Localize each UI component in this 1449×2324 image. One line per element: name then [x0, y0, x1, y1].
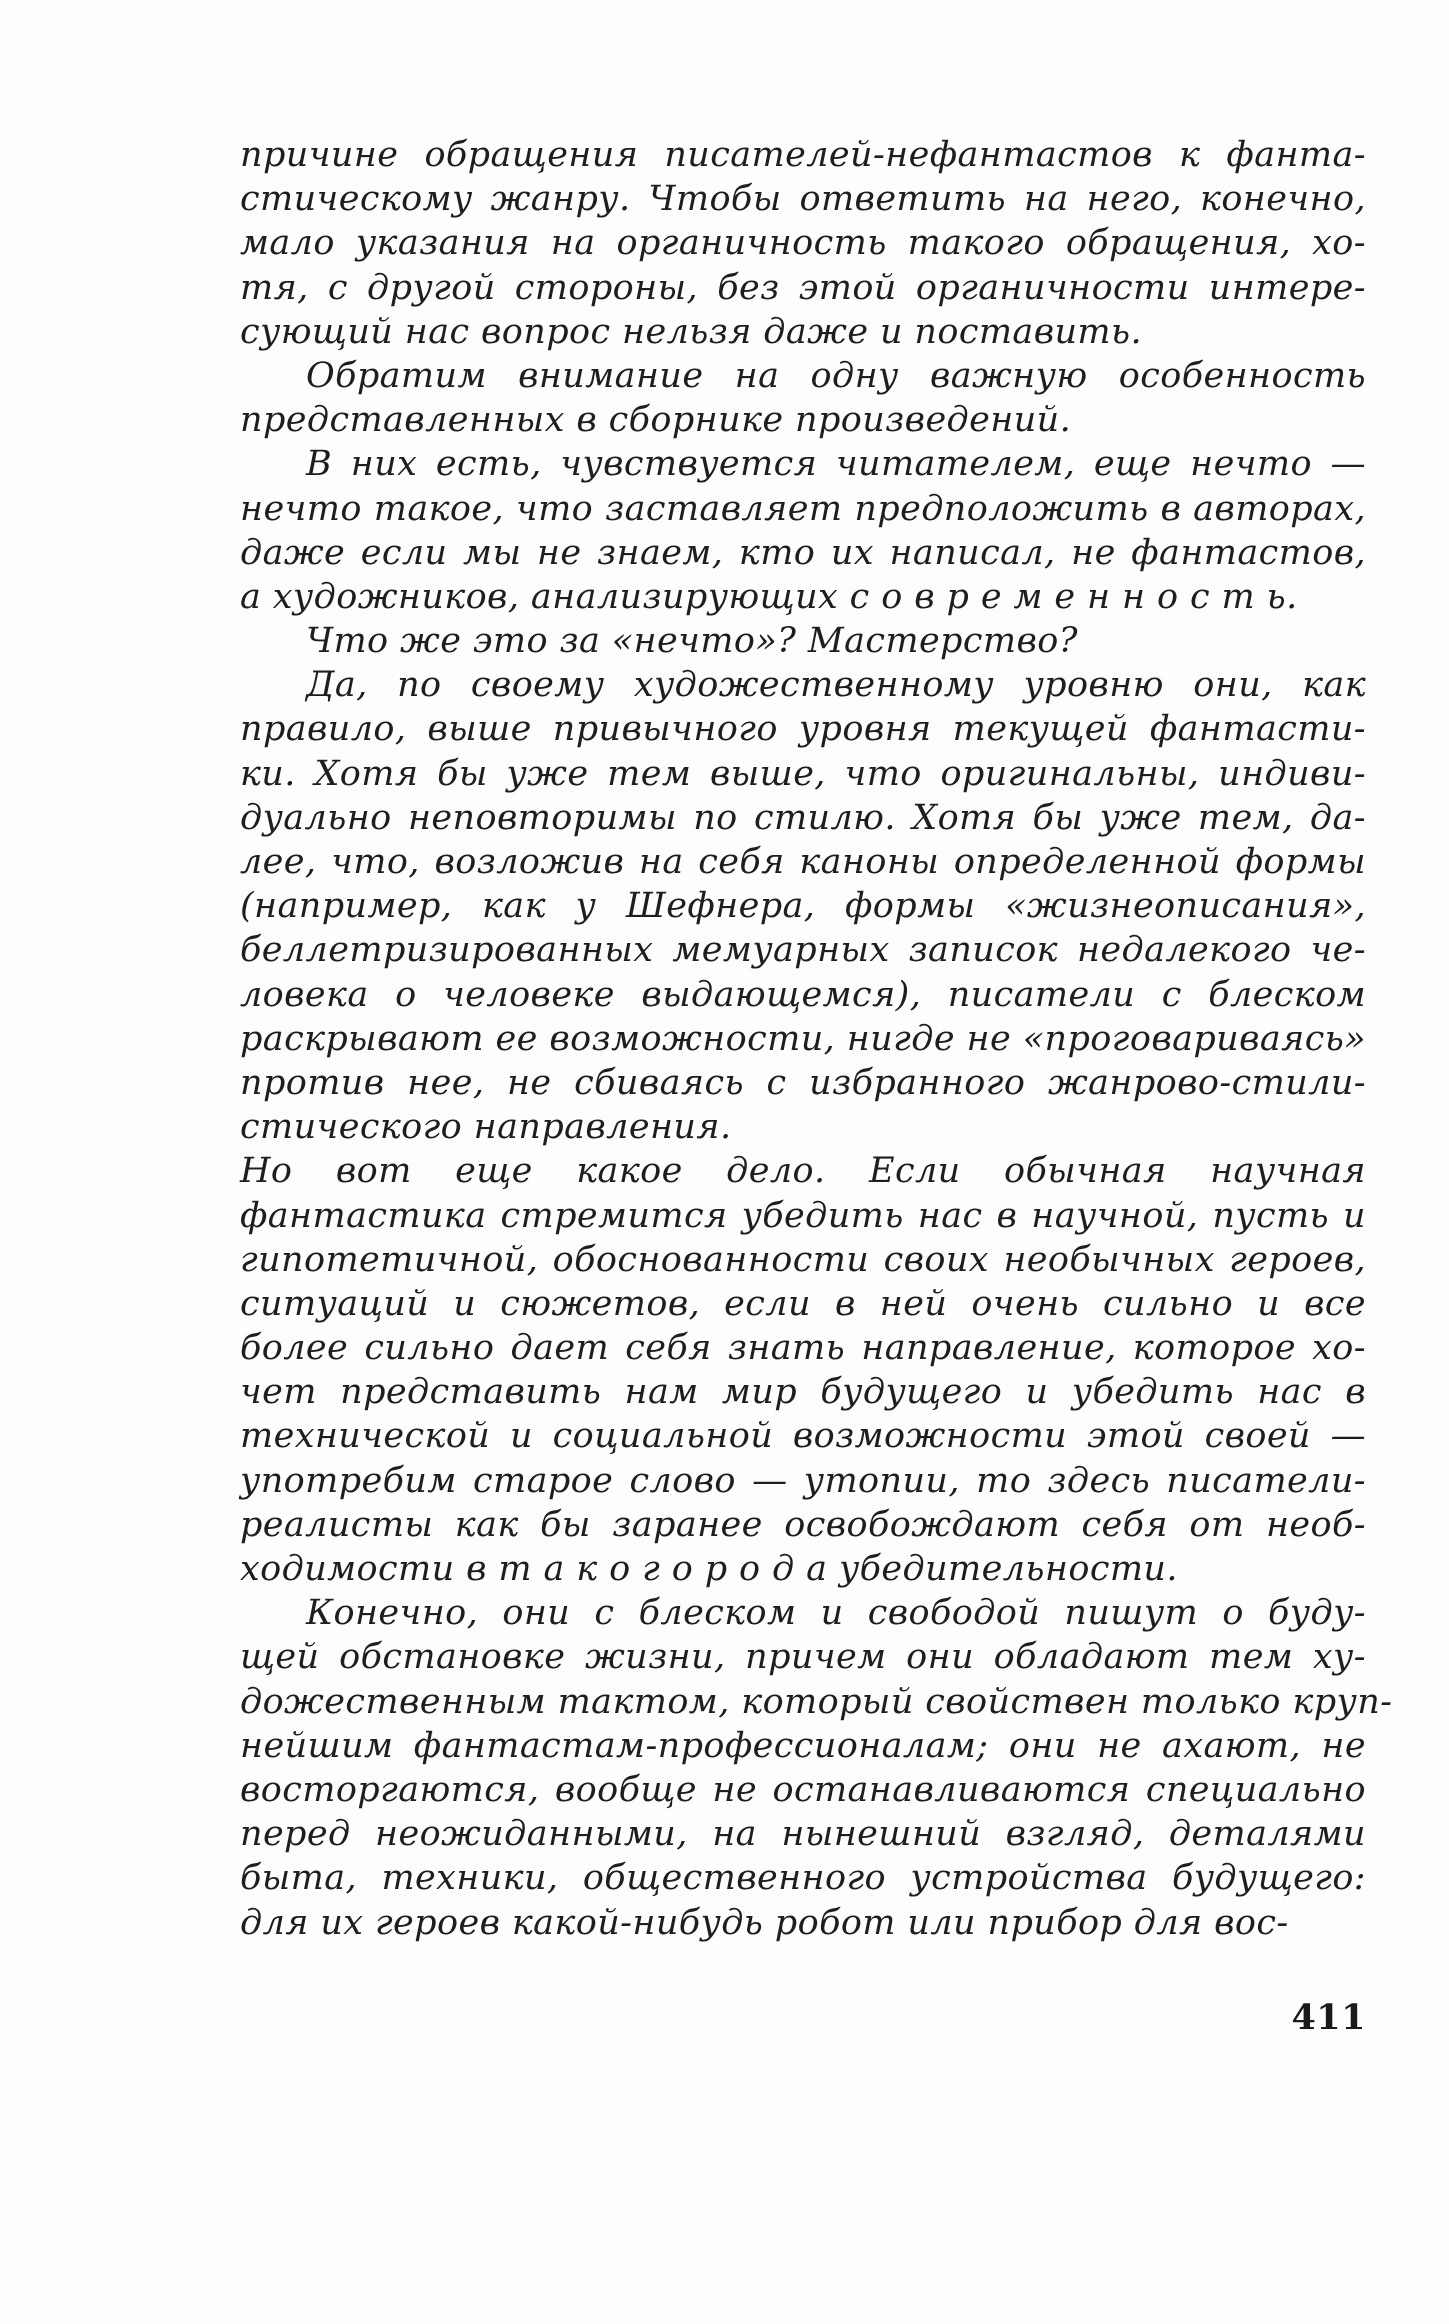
text-line: чет представить нам мир будущего и убедить нас в	[240, 1372, 1366, 1413]
text-line: гипотетичной, обоснованности своих необычных героев,	[240, 1239, 1366, 1280]
text-line: мало указания на органичность такого обращения, хо-	[240, 223, 1366, 264]
text-line: тя, с другой стороны, без этой органичности интере-	[240, 267, 1366, 308]
text-line: Да, по своему художественному уровню они, как	[306, 665, 1366, 706]
text-line: перед неожиданными, на нынешний взгляд, деталями	[240, 1814, 1366, 1855]
text-line: правило, выше привычного уровня текущей фантасти-	[240, 709, 1366, 750]
text-line: нечто такое, что заставляет предположить в авторах,	[240, 488, 1366, 529]
text-line: Конечно, они с блеском и свободой пишут о буду-	[306, 1593, 1366, 1634]
text-line: ки. Хотя бы уже тем выше, что оригинальны, индиви-	[240, 753, 1366, 794]
text-line: стическому жанру. Чтобы ответить на него, конечно,	[240, 179, 1366, 220]
text-line: дожественным тактом, который свойствен только круп-	[240, 1681, 1393, 1722]
text-line: более сильно дает себя знать направление, которое хо-	[240, 1328, 1366, 1369]
text-line: представленных в сборнике произведений.	[240, 400, 1072, 441]
text-line: восторгаются, вообще не останавливаются специально	[240, 1769, 1366, 1810]
page-number: 411	[1291, 1997, 1366, 2038]
text-line: Обратим внимание на одну важную особенность	[306, 355, 1366, 396]
text-line: беллетризированных мемуарных записок недалекого че-	[240, 930, 1366, 971]
text-line: (например, как у Шефнера, формы «жизнеописания»,	[240, 886, 1366, 927]
text-line: лее, что, возложив на себя каноны определенной формы	[240, 842, 1366, 882]
text-line: Но вот еще какое дело. Если обычная научная	[240, 1151, 1366, 1192]
text-line: ситуаций и сюжетов, если в ней очень сильно и все	[240, 1283, 1366, 1324]
text-line: дуально неповторимы по стилю. Хотя бы уже тем, да-	[240, 797, 1366, 838]
text-line: нейшим фантастам-профессионалам; они не ахают, не	[240, 1725, 1366, 1766]
text-line: для их героев какой-нибудь робот или прибор для вос-	[240, 1902, 1289, 1943]
text-line: против нее, не сбиваясь с избранного жанрово-стили-	[240, 1062, 1366, 1103]
text-line: реалисты как бы заранее освобождают себя от необ-	[240, 1504, 1366, 1545]
text-line: причине обращения писателей-нефантастов к фанта-	[240, 135, 1366, 175]
text-line: даже если мы не знаем, кто их написал, не фантастов,	[240, 532, 1366, 573]
text-line: а художников, анализирующих с о в р е м е н н о с т ь.	[240, 576, 1298, 617]
text-line: употребим старое слово — утопии, то здесь писатели-	[240, 1460, 1366, 1501]
text-line: технической и социальной возможности этой своей —	[240, 1416, 1366, 1457]
text-line: ловека о человеке выдающемся), писатели с блеском	[240, 974, 1366, 1015]
text-line: ходимости в т а к о г о р о д а убедительности.	[240, 1549, 1178, 1589]
text-line: В них есть, чувствуется читателем, еще нечто —	[306, 444, 1366, 485]
text-line: фантастика стремится убедить нас в научной, пусть и	[240, 1195, 1366, 1236]
body-text	[240, 133, 1393, 1945]
text-line: стического направления.	[240, 1107, 732, 1148]
text-line: сующий нас вопрос нельзя даже и поставить.	[240, 311, 1142, 352]
text-line: Что же это за «нечто»? Мастерство?	[306, 621, 1078, 662]
text-line: щей обстановке жизни, причем они обладают тем ху-	[240, 1637, 1366, 1678]
text-line: быта, техники, общественного устройства будущего:	[240, 1858, 1366, 1899]
text-line: раскрывают ее возможности, нигде не «проговариваясь»	[240, 1018, 1366, 1059]
